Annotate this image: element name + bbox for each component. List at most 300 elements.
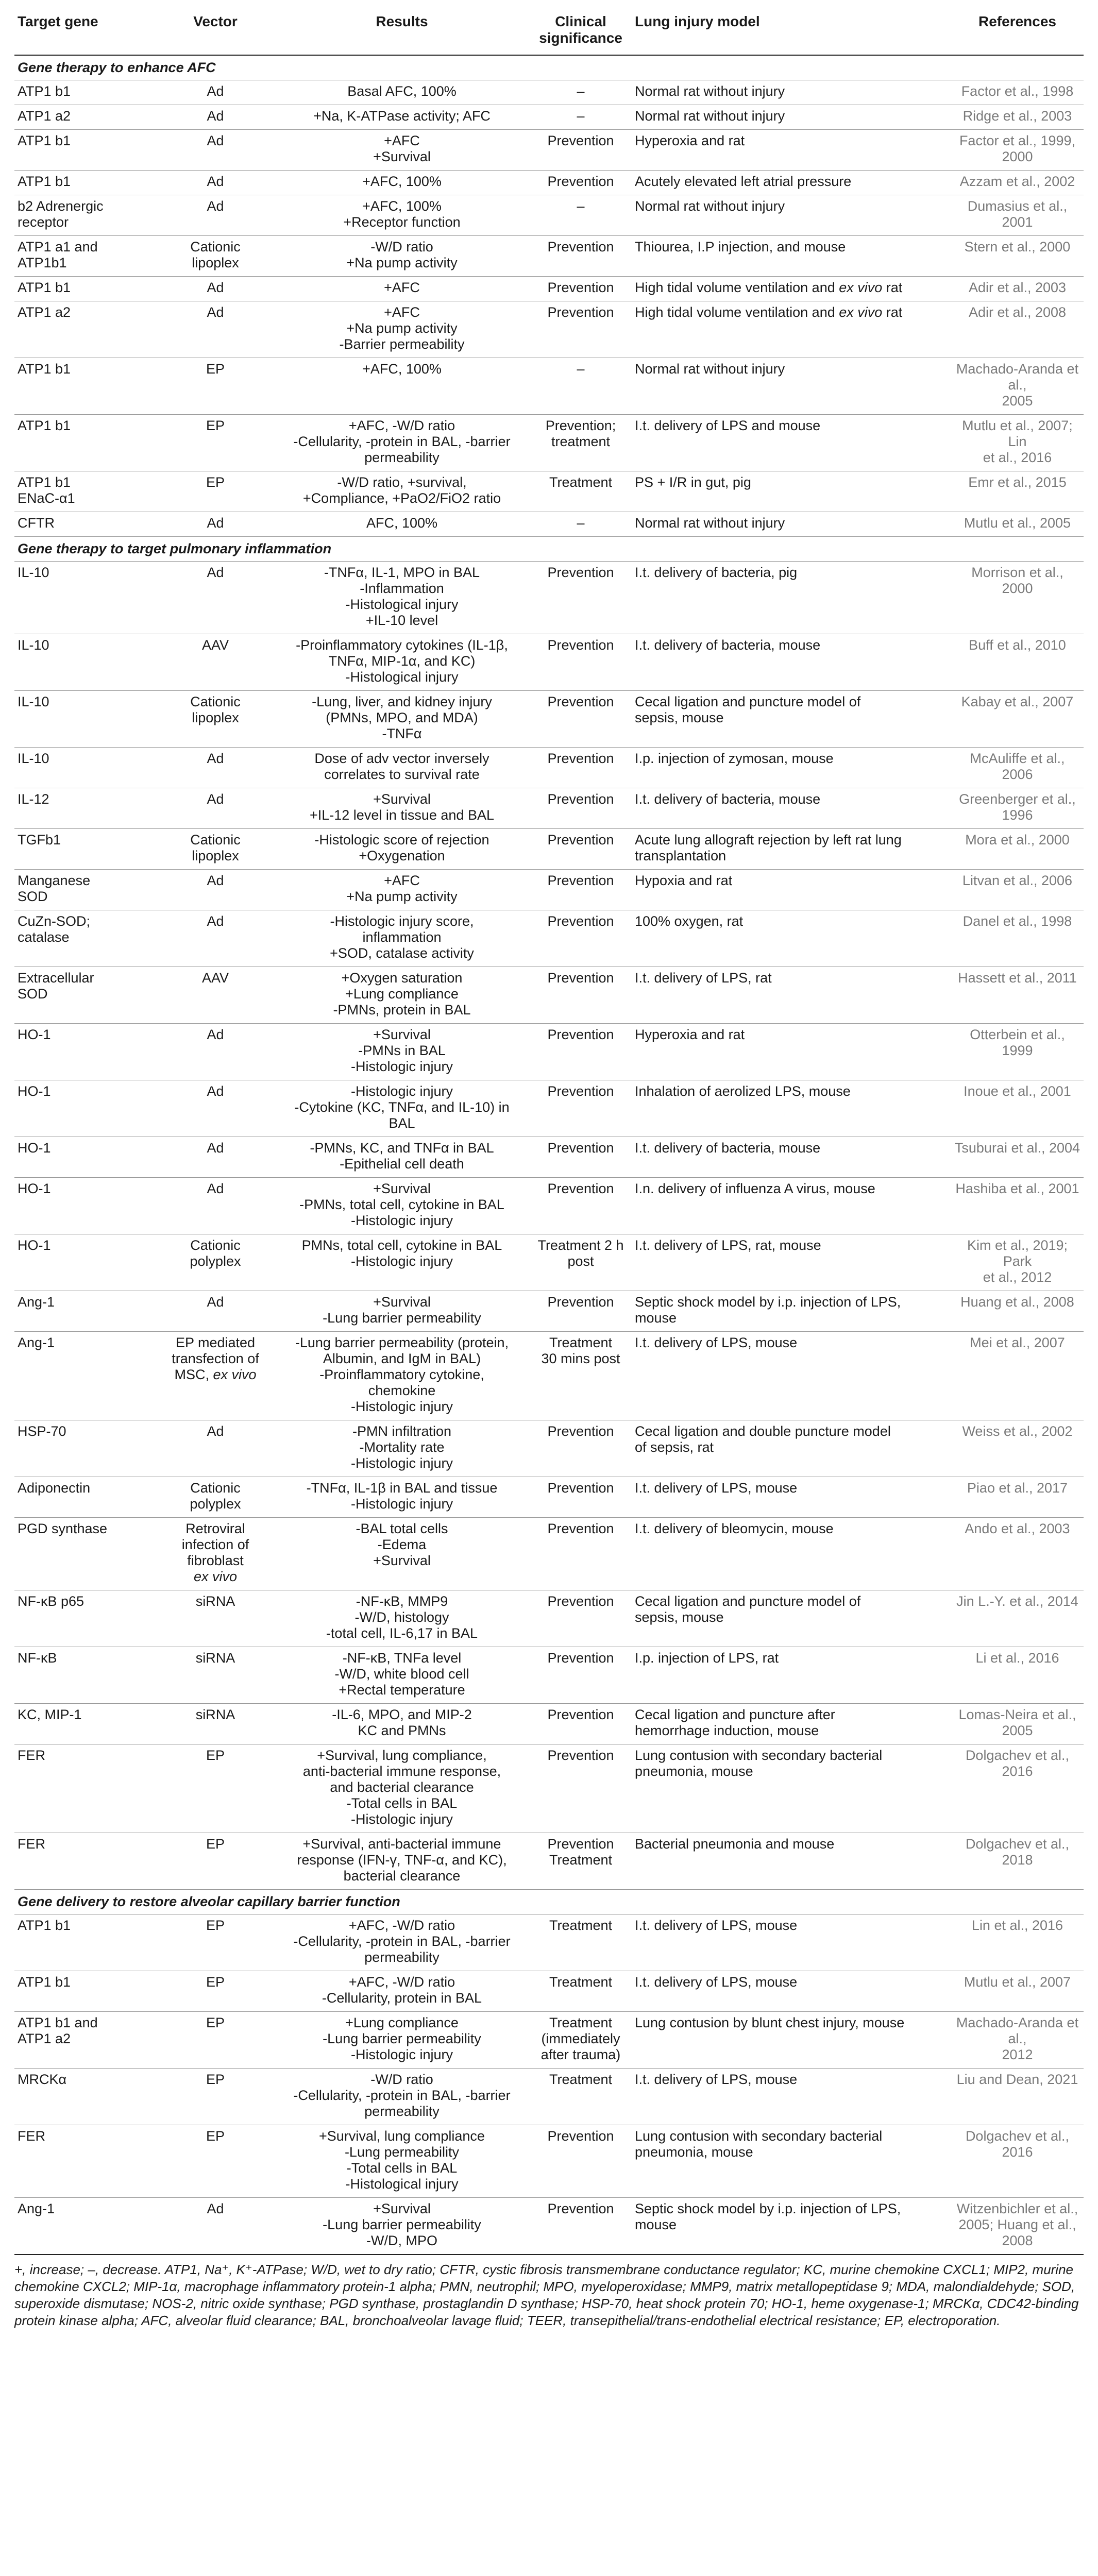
- table-row: [14, 1590, 1084, 1647]
- clinical-significance-cell: Prevention: [530, 2198, 632, 2255]
- clinical-significance-cell: Prevention: [530, 1024, 632, 1080]
- table-body: [14, 55, 1084, 2255]
- header-results: Results: [274, 6, 530, 55]
- vector-cell: Ad: [157, 870, 274, 910]
- table-row: [14, 1291, 1084, 1332]
- references-cell: Otterbein et al., 1999: [951, 1024, 1084, 1080]
- clinical-significance-cell: Treatment 2 h post: [530, 1234, 632, 1291]
- results-cell: -IL-6, MPO, and MIP-2 KC and PMNs: [274, 1704, 530, 1744]
- clinical-significance-cell: –: [530, 512, 632, 537]
- target-gene-cell: IL-10: [14, 691, 157, 748]
- target-gene-cell: Manganese SOD: [14, 870, 157, 910]
- lung-injury-model-cell: Hypoxia and rat: [632, 870, 951, 910]
- target-gene-cell: ATP1 b1: [14, 1914, 157, 1971]
- vector-cell: Ad: [157, 512, 274, 537]
- vector-cell: Ad: [157, 171, 274, 195]
- target-gene-cell: IL-10: [14, 634, 157, 691]
- clinical-significance-cell: Prevention: [530, 562, 632, 634]
- references-cell: Greenberger et al., 1996: [951, 788, 1084, 829]
- lung-injury-model-cell: Normal rat without injury: [632, 80, 951, 105]
- references-cell: Liu and Dean, 2021: [951, 2069, 1084, 2125]
- results-cell: -Histologic injury -Cytokine (KC, TNFα, and IL-10) in BAL: [274, 1080, 530, 1137]
- clinical-significance-cell: Prevention: [530, 1744, 632, 1833]
- target-gene-cell: HO-1: [14, 1234, 157, 1291]
- lung-injury-model-cell: Normal rat without injury: [632, 195, 951, 236]
- references-cell: Dolgachev et al., 2018: [951, 1833, 1084, 1890]
- clinical-significance-cell: Prevention; treatment: [530, 415, 632, 471]
- lung-injury-model-cell: Normal rat without injury: [632, 105, 951, 130]
- vector-cell: Ad: [157, 301, 274, 358]
- target-gene-cell: ATP1 a1 and ATP1b1: [14, 236, 157, 277]
- vector-cell: Ad: [157, 1291, 274, 1332]
- target-gene-cell: IL-12: [14, 788, 157, 829]
- clinical-significance-cell: Prevention: [530, 301, 632, 358]
- target-gene-cell: ATP1 b1: [14, 415, 157, 471]
- results-cell: +AFC +Survival: [274, 130, 530, 171]
- vector-cell: siRNA: [157, 1590, 274, 1647]
- target-gene-cell: FER: [14, 1833, 157, 1890]
- clinical-significance-cell: Prevention Treatment: [530, 1833, 632, 1890]
- vector-cell: Ad: [157, 105, 274, 130]
- target-gene-cell: ATP1 b1: [14, 80, 157, 105]
- table-row: [14, 634, 1084, 691]
- vector-cell: Ad: [157, 130, 274, 171]
- table-row: [14, 1080, 1084, 1137]
- references-cell: Azzam et al., 2002: [951, 171, 1084, 195]
- references-cell: Li et al., 2016: [951, 1647, 1084, 1704]
- table-row: [14, 471, 1084, 512]
- table-row: [14, 2069, 1084, 2125]
- results-cell: -BAL total cells -Edema +Survival: [274, 1518, 530, 1590]
- lung-injury-model-cell: I.n. delivery of influenza A virus, mouse: [632, 1178, 951, 1234]
- clinical-significance-cell: –: [530, 195, 632, 236]
- lung-injury-model-cell: Septic shock model by i.p. injection of LPS, mouse: [632, 1291, 951, 1332]
- lung-injury-model-cell: I.t. delivery of bacteria, pig: [632, 562, 951, 634]
- results-cell: -PMN infiltration -Mortality rate -Histologic injury: [274, 1420, 530, 1477]
- results-cell: +AFC, -W/D ratio -Cellularity, -protein in BAL, -barrier permeability: [274, 1914, 530, 1971]
- target-gene-cell: ATP1 b1: [14, 130, 157, 171]
- clinical-significance-cell: Prevention: [530, 1291, 632, 1332]
- lung-injury-model-cell: I.t. delivery of LPS, mouse: [632, 1914, 951, 1971]
- vector-cell: Retroviral infection of fibroblast ex vivo: [157, 1518, 274, 1590]
- table-row: [14, 1833, 1084, 1890]
- lung-injury-model-cell: Cecal ligation and puncture after hemorrhage induction, mouse: [632, 1704, 951, 1744]
- references-cell: Stern et al., 2000: [951, 236, 1084, 277]
- vector-cell: Ad: [157, 2198, 274, 2255]
- lung-injury-model-cell: I.t. delivery of LPS, rat, mouse: [632, 1234, 951, 1291]
- results-cell: +Survival -Lung barrier permeability -W/D, MPO: [274, 2198, 530, 2255]
- lung-injury-model-cell: I.t. delivery of LPS, mouse: [632, 1971, 951, 2012]
- clinical-significance-cell: Treatment: [530, 2069, 632, 2125]
- vector-cell: Cationic polyplex: [157, 1477, 274, 1518]
- clinical-significance-cell: Prevention: [530, 1518, 632, 1590]
- clinical-significance-cell: Treatment: [530, 1971, 632, 2012]
- references-cell: Mutlu et al., 2007; Lin et al., 2016: [951, 415, 1084, 471]
- lung-injury-model-cell: I.p. injection of zymosan, mouse: [632, 748, 951, 788]
- vector-cell: AAV: [157, 634, 274, 691]
- target-gene-cell: b2 Adrenergic receptor: [14, 195, 157, 236]
- target-gene-cell: ATP1 b1 ENaC-α1: [14, 471, 157, 512]
- results-cell: +AFC, 100%: [274, 358, 530, 415]
- references-cell: Danel et al., 1998: [951, 910, 1084, 967]
- clinical-significance-cell: Prevention: [530, 1704, 632, 1744]
- results-cell: AFC, 100%: [274, 512, 530, 537]
- vector-cell: Ad: [157, 1178, 274, 1234]
- table-row: [14, 171, 1084, 195]
- clinical-significance-cell: –: [530, 80, 632, 105]
- clinical-significance-cell: Prevention: [530, 1420, 632, 1477]
- references-cell: Kim et al., 2019; Park et al., 2012: [951, 1234, 1084, 1291]
- lung-injury-model-cell: Septic shock model by i.p. injection of LPS, mouse: [632, 2198, 951, 2255]
- results-cell: -W/D ratio +Na pump activity: [274, 236, 530, 277]
- references-cell: Mei et al., 2007: [951, 1332, 1084, 1420]
- table-row: [14, 1971, 1084, 2012]
- section-header-row: [14, 537, 1084, 562]
- references-cell: Piao et al., 2017: [951, 1477, 1084, 1518]
- target-gene-cell: ATP1 b1 and ATP1 a2: [14, 2012, 157, 2069]
- results-cell: -NF-κB, MMP9 -W/D, histology -total cell, IL-6,17 in BAL: [274, 1590, 530, 1647]
- table-row: [14, 512, 1084, 537]
- references-cell: Morrison et al., 2000: [951, 562, 1084, 634]
- references-cell: Weiss et al., 2002: [951, 1420, 1084, 1477]
- references-cell: Buff et al., 2010: [951, 634, 1084, 691]
- lung-injury-model-cell: High tidal volume ventilation and ex vivo rat: [632, 301, 951, 358]
- lung-injury-model-cell: Cecal ligation and puncture model of sepsis, mouse: [632, 1590, 951, 1647]
- vector-cell: Cationic polyplex: [157, 1234, 274, 1291]
- gene-therapy-table: [14, 6, 1084, 2255]
- references-cell: Ando et al., 2003: [951, 1518, 1084, 1590]
- target-gene-cell: ATP1 b1: [14, 171, 157, 195]
- clinical-significance-cell: Prevention: [530, 634, 632, 691]
- header-lung-injury-model: Lung injury model: [632, 6, 951, 55]
- table-row: [14, 829, 1084, 870]
- lung-injury-model-cell: I.t. delivery of LPS, rat: [632, 967, 951, 1024]
- vector-cell: Ad: [157, 195, 274, 236]
- results-cell: -NF-κB, TNFa level -W/D, white blood cell +Rectal temperature: [274, 1647, 530, 1704]
- table-row: [14, 1178, 1084, 1234]
- vector-cell: Ad: [157, 1420, 274, 1477]
- header-vector: Vector: [157, 6, 274, 55]
- section-title: Gene delivery to restore alveolar capillary barrier function: [14, 1890, 1084, 1914]
- lung-injury-model-cell: I.t. delivery of bleomycin, mouse: [632, 1518, 951, 1590]
- clinical-significance-cell: Treatment 30 mins post: [530, 1332, 632, 1420]
- vector-cell: EP: [157, 1744, 274, 1833]
- references-cell: Lomas-Neira et al., 2005: [951, 1704, 1084, 1744]
- clinical-significance-cell: Treatment: [530, 1914, 632, 1971]
- references-cell: Dolgachev et al., 2016: [951, 2125, 1084, 2198]
- results-cell: -W/D ratio, +survival, +Compliance, +PaO2/FiO2 ratio: [274, 471, 530, 512]
- references-cell: Factor et al., 1998: [951, 80, 1084, 105]
- clinical-significance-cell: Prevention: [530, 910, 632, 967]
- results-cell: -Lung barrier permeability (protein, Albumin, and IgM in BAL) -Proinflammatory cytokine, chemokine -Histologic injury: [274, 1332, 530, 1420]
- vector-cell: AAV: [157, 967, 274, 1024]
- results-cell: -TNFα, IL-1β in BAL and tissue -Histologic injury: [274, 1477, 530, 1518]
- table-row: [14, 967, 1084, 1024]
- results-cell: PMNs, total cell, cytokine in BAL -Histologic injury: [274, 1234, 530, 1291]
- target-gene-cell: PGD synthase: [14, 1518, 157, 1590]
- target-gene-cell: ATP1 b1: [14, 358, 157, 415]
- lung-injury-model-cell: I.t. delivery of bacteria, mouse: [632, 788, 951, 829]
- table-row: [14, 1332, 1084, 1420]
- table-row: [14, 1518, 1084, 1590]
- references-cell: Litvan et al., 2006: [951, 870, 1084, 910]
- table-row: [14, 236, 1084, 277]
- results-cell: +AFC, -W/D ratio -Cellularity, protein in BAL: [274, 1971, 530, 2012]
- target-gene-cell: KC, MIP-1: [14, 1704, 157, 1744]
- clinical-significance-cell: Treatment (immediately after trauma): [530, 2012, 632, 2069]
- table-row: [14, 1137, 1084, 1178]
- vector-cell: EP: [157, 1833, 274, 1890]
- section-title: Gene therapy to target pulmonary inflammation: [14, 537, 1084, 562]
- references-cell: Lin et al., 2016: [951, 1914, 1084, 1971]
- vector-cell: EP: [157, 1914, 274, 1971]
- target-gene-cell: Adiponectin: [14, 1477, 157, 1518]
- lung-injury-model-cell: Lung contusion with secondary bacterial pneumonia, mouse: [632, 1744, 951, 1833]
- target-gene-cell: Ang-1: [14, 1291, 157, 1332]
- lung-injury-model-cell: I.t. delivery of bacteria, mouse: [632, 1137, 951, 1178]
- references-cell: Mora et al., 2000: [951, 829, 1084, 870]
- references-cell: Adir et al., 2003: [951, 277, 1084, 301]
- table-row: [14, 130, 1084, 171]
- table-row: [14, 2125, 1084, 2198]
- clinical-significance-cell: Prevention: [530, 788, 632, 829]
- target-gene-cell: CuZn-SOD; catalase: [14, 910, 157, 967]
- lung-injury-model-cell: I.t. delivery of LPS, mouse: [632, 1477, 951, 1518]
- lung-injury-model-cell: Acutely elevated left atrial pressure: [632, 171, 951, 195]
- table-row: [14, 2012, 1084, 2069]
- table-row: [14, 1024, 1084, 1080]
- results-cell: +Survival, anti-bacterial immune response (IFN-γ, TNF-α, and KC), bacterial clearance: [274, 1833, 530, 1890]
- target-gene-cell: FER: [14, 1744, 157, 1833]
- results-cell: +AFC: [274, 277, 530, 301]
- clinical-significance-cell: Prevention: [530, 691, 632, 748]
- table-row: [14, 1914, 1084, 1971]
- table-row: [14, 1420, 1084, 1477]
- clinical-significance-cell: Prevention: [530, 171, 632, 195]
- table-row: [14, 277, 1084, 301]
- results-cell: Dose of adv vector inversely correlates to survival rate: [274, 748, 530, 788]
- results-cell: +AFC, -W/D ratio -Cellularity, -protein in BAL, -barrier permeability: [274, 415, 530, 471]
- table-row: [14, 2198, 1084, 2255]
- lung-injury-model-cell: PS + I/R in gut, pig: [632, 471, 951, 512]
- vector-cell: Ad: [157, 910, 274, 967]
- target-gene-cell: TGFb1: [14, 829, 157, 870]
- references-cell: Machado-Aranda et al., 2012: [951, 2012, 1084, 2069]
- table-row: [14, 80, 1084, 105]
- target-gene-cell: Extracellular SOD: [14, 967, 157, 1024]
- section-header-row: [14, 55, 1084, 80]
- table-row: [14, 1234, 1084, 1291]
- vector-cell: EP: [157, 2012, 274, 2069]
- results-cell: -TNFα, IL-1, MPO in BAL -Inflammation -Histological injury +IL-10 level: [274, 562, 530, 634]
- references-cell: McAuliffe et al., 2006: [951, 748, 1084, 788]
- lung-injury-model-cell: 100% oxygen, rat: [632, 910, 951, 967]
- references-cell: Factor et al., 1999, 2000: [951, 130, 1084, 171]
- vector-cell: Ad: [157, 1080, 274, 1137]
- lung-injury-model-cell: Normal rat without injury: [632, 512, 951, 537]
- results-cell: -Lung, liver, and kidney injury (PMNs, MPO, and MDA) -TNFα: [274, 691, 530, 748]
- results-cell: +Survival, lung compliance, anti-bacterial immune response, and bacterial clearance -Total cells in BAL -Histologic injury: [274, 1744, 530, 1833]
- references-cell: Mutlu et al., 2005: [951, 512, 1084, 537]
- clinical-significance-cell: Prevention: [530, 1647, 632, 1704]
- results-cell: +AFC, 100% +Receptor function: [274, 195, 530, 236]
- clinical-significance-cell: Prevention: [530, 1137, 632, 1178]
- results-cell: -W/D ratio -Cellularity, -protein in BAL, -barrier permeability: [274, 2069, 530, 2125]
- target-gene-cell: NF-κB p65: [14, 1590, 157, 1647]
- table-row: [14, 1744, 1084, 1833]
- header-target-gene: Target gene: [14, 6, 157, 55]
- references-cell: Adir et al., 2008: [951, 301, 1084, 358]
- table-row: [14, 358, 1084, 415]
- section-header-row: [14, 1890, 1084, 1914]
- vector-cell: Ad: [157, 562, 274, 634]
- results-cell: +Survival -Lung barrier permeability: [274, 1291, 530, 1332]
- vector-cell: Ad: [157, 80, 274, 105]
- lung-injury-model-cell: Hyperoxia and rat: [632, 130, 951, 171]
- vector-cell: Ad: [157, 748, 274, 788]
- clinical-significance-cell: Prevention: [530, 1590, 632, 1647]
- results-cell: +Oxygen saturation +Lung compliance -PMNs, protein in BAL: [274, 967, 530, 1024]
- target-gene-cell: IL-10: [14, 748, 157, 788]
- section-title: Gene therapy to enhance AFC: [14, 55, 1084, 80]
- references-cell: Inoue et al., 2001: [951, 1080, 1084, 1137]
- target-gene-cell: FER: [14, 2125, 157, 2198]
- header-clinical-significance: Clinical significance: [530, 6, 632, 55]
- clinical-significance-cell: Prevention: [530, 1080, 632, 1137]
- clinical-significance-cell: Prevention: [530, 1178, 632, 1234]
- target-gene-cell: IL-10: [14, 562, 157, 634]
- references-cell: Dolgachev et al., 2016: [951, 1744, 1084, 1833]
- lung-injury-model-cell: I.t. delivery of LPS and mouse: [632, 415, 951, 471]
- lung-injury-model-cell: High tidal volume ventilation and ex vivo rat: [632, 277, 951, 301]
- target-gene-cell: CFTR: [14, 512, 157, 537]
- lung-injury-model-cell: Hyperoxia and rat: [632, 1024, 951, 1080]
- table-row: [14, 1704, 1084, 1744]
- vector-cell: EP: [157, 358, 274, 415]
- references-cell: Witzenbichler et al., 2005; Huang et al., 2008: [951, 2198, 1084, 2255]
- results-cell: +Survival +IL-12 level in tissue and BAL: [274, 788, 530, 829]
- references-cell: Kabay et al., 2007: [951, 691, 1084, 748]
- results-cell: +Survival, lung compliance -Lung permeability -Total cells in BAL -Histological injury: [274, 2125, 530, 2198]
- vector-cell: Ad: [157, 1137, 274, 1178]
- lung-injury-model-cell: I.t. delivery of LPS, mouse: [632, 2069, 951, 2125]
- target-gene-cell: Ang-1: [14, 2198, 157, 2255]
- vector-cell: siRNA: [157, 1647, 274, 1704]
- target-gene-cell: HO-1: [14, 1178, 157, 1234]
- target-gene-cell: HO-1: [14, 1137, 157, 1178]
- results-cell: +Na, K-ATPase activity; AFC: [274, 105, 530, 130]
- lung-injury-model-cell: Cecal ligation and double puncture model of sepsis, rat: [632, 1420, 951, 1477]
- clinical-significance-cell: Prevention: [530, 748, 632, 788]
- table-row: [14, 562, 1084, 634]
- table-row: [14, 910, 1084, 967]
- lung-injury-model-cell: Lung contusion by blunt chest injury, mouse: [632, 2012, 951, 2069]
- vector-cell: Cationic lipoplex: [157, 829, 274, 870]
- lung-injury-model-cell: I.p. injection of LPS, rat: [632, 1647, 951, 1704]
- table-row: [14, 691, 1084, 748]
- table-footnote: +, increase; –, decrease. ATP1, Na⁺, K⁺-ATPase; W/D, wet to dry ratio; CFTR, cystic fibrosis transmembrane conductance regulator; KC, murine chemokine CXCL1; MIP2, murine chemokine CXCL2; MIP-1α, macrophage inflammatory protein-1 alpha; PMN, neutrophil; MPO, myeloperoxidase; MMP9, matrix metallopeptidase 9; MDA, malondialdehyde; SOD, superoxide dismutase; NOS-2, nitric oxide synthase; PGD synthase, prostaglandin D synthase; HSP-70, heat shock protein 70; HO-1, heme oxygenase-1; MRCKα, CDC42-binding protein kinase alpha; AFC, alveolar fluid clearance; BAL, bronchoalveolar lavage fluid; TEER, transepithelial/trans-endothelial electrical resistance; EP, electroporation.: [14, 2262, 1079, 2328]
- vector-cell: EP: [157, 471, 274, 512]
- table-row: [14, 105, 1084, 130]
- table-row: [14, 415, 1084, 471]
- clinical-significance-cell: Prevention: [530, 870, 632, 910]
- table-row: [14, 1647, 1084, 1704]
- results-cell: Basal AFC, 100%: [274, 80, 530, 105]
- results-cell: -Histologic injury score, inflammation +SOD, catalase activity: [274, 910, 530, 967]
- clinical-significance-cell: Prevention: [530, 2125, 632, 2198]
- table-row: [14, 1477, 1084, 1518]
- vector-cell: Ad: [157, 1024, 274, 1080]
- results-cell: +Lung compliance -Lung barrier permeability -Histologic injury: [274, 2012, 530, 2069]
- vector-cell: Ad: [157, 788, 274, 829]
- clinical-significance-cell: Prevention: [530, 1477, 632, 1518]
- table-row: [14, 788, 1084, 829]
- vector-cell: EP: [157, 415, 274, 471]
- header-row: [14, 6, 1084, 55]
- target-gene-cell: ATP1 b1: [14, 1971, 157, 2012]
- clinical-significance-cell: Prevention: [530, 829, 632, 870]
- lung-injury-model-cell: Lung contusion with secondary bacterial pneumonia, mouse: [632, 2125, 951, 2198]
- clinical-significance-cell: Prevention: [530, 967, 632, 1024]
- references-cell: Tsuburai et al., 2004: [951, 1137, 1084, 1178]
- vector-cell: EP: [157, 2125, 274, 2198]
- references-cell: Jin L.-Y. et al., 2014: [951, 1590, 1084, 1647]
- lung-injury-model-cell: Cecal ligation and puncture model of sepsis, mouse: [632, 691, 951, 748]
- target-gene-cell: HO-1: [14, 1080, 157, 1137]
- vector-cell: EP: [157, 2069, 274, 2125]
- clinical-significance-cell: –: [530, 105, 632, 130]
- references-cell: Emr et al., 2015: [951, 471, 1084, 512]
- target-gene-cell: NF-κB: [14, 1647, 157, 1704]
- references-cell: Hashiba et al., 2001: [951, 1178, 1084, 1234]
- results-cell: -Histologic score of rejection +Oxygenation: [274, 829, 530, 870]
- references-cell: Mutlu et al., 2007: [951, 1971, 1084, 2012]
- results-cell: -PMNs, KC, and TNFα in BAL -Epithelial cell death: [274, 1137, 530, 1178]
- target-gene-cell: Ang-1: [14, 1332, 157, 1420]
- lung-injury-model-cell: Normal rat without injury: [632, 358, 951, 415]
- target-gene-cell: HO-1: [14, 1024, 157, 1080]
- target-gene-cell: ATP1 a2: [14, 105, 157, 130]
- vector-cell: Ad: [157, 277, 274, 301]
- vector-cell: siRNA: [157, 1704, 274, 1744]
- references-cell: Dumasius et al., 2001: [951, 195, 1084, 236]
- target-gene-cell: HSP-70: [14, 1420, 157, 1477]
- table-row: [14, 870, 1084, 910]
- table-row: [14, 301, 1084, 358]
- vector-cell: EP mediated transfection of MSC, ex vivo: [157, 1332, 274, 1420]
- vector-cell: Cationic lipoplex: [157, 236, 274, 277]
- clinical-significance-cell: Prevention: [530, 130, 632, 171]
- results-cell: +AFC +Na pump activity: [274, 870, 530, 910]
- clinical-significance-cell: Prevention: [530, 236, 632, 277]
- lung-injury-model-cell: Bacterial pneumonia and mouse: [632, 1833, 951, 1890]
- results-cell: +AFC, 100%: [274, 171, 530, 195]
- lung-injury-model-cell: Inhalation of aerolized LPS, mouse: [632, 1080, 951, 1137]
- clinical-significance-cell: –: [530, 358, 632, 415]
- target-gene-cell: ATP1 b1: [14, 277, 157, 301]
- lung-injury-model-cell: Thiourea, I.P injection, and mouse: [632, 236, 951, 277]
- lung-injury-model-cell: I.t. delivery of bacteria, mouse: [632, 634, 951, 691]
- results-cell: +Survival -PMNs, total cell, cytokine in BAL -Histologic injury: [274, 1178, 530, 1234]
- references-cell: Ridge et al., 2003: [951, 105, 1084, 130]
- target-gene-cell: MRCKα: [14, 2069, 157, 2125]
- lung-injury-model-cell: Acute lung allograft rejection by left rat lung transplantation: [632, 829, 951, 870]
- clinical-significance-cell: Treatment: [530, 471, 632, 512]
- vector-cell: Cationic lipoplex: [157, 691, 274, 748]
- header-references: References: [951, 6, 1084, 55]
- references-cell: Machado-Aranda et al., 2005: [951, 358, 1084, 415]
- target-gene-cell: ATP1 a2: [14, 301, 157, 358]
